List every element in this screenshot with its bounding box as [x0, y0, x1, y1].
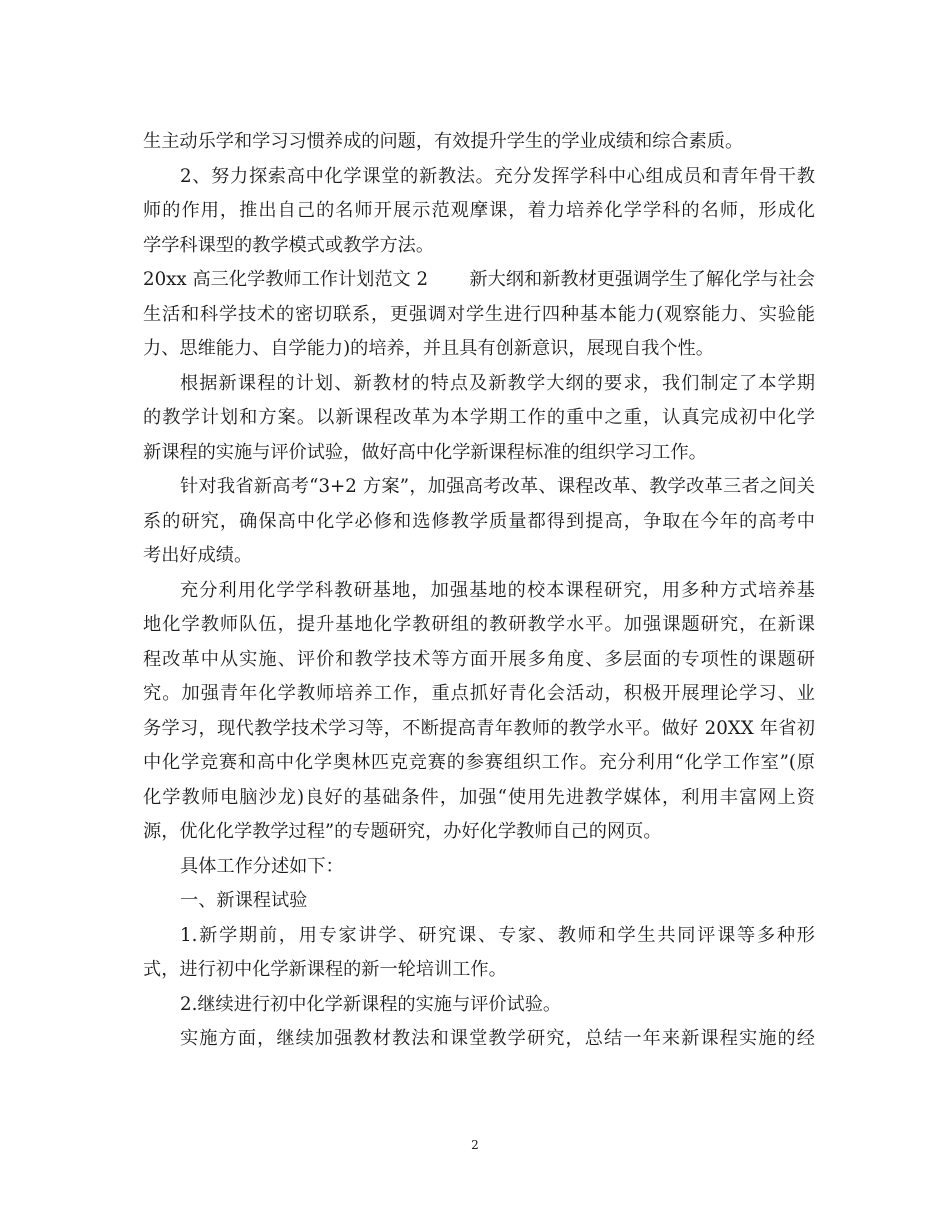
text-line: 2、努力探索高中化学课堂的新教法。充分发挥学科中心组成员和青年骨干教 [180, 165, 815, 187]
text-line: 针对我省新高考“3+2 方案”，加强高考改革、课程改革、教学改革三者之间关 [180, 476, 815, 497]
text-line: 1.新学期前，用专家讲学、研究课、专家、教师和学生共同评课等多种形 [180, 924, 815, 946]
text-line: 究。加强青年化学教师培养工作，重点抓好青化会活动，积极开展理论学习、业 [143, 683, 815, 704]
text-line: 源，优化化学教学过程”的专题研究，办好化学教师自己的网页。 [143, 821, 662, 842]
text-line: 地化学教师队伍，提升基地化学教研组的教研教学水平。加强课题研究，在新课 [143, 614, 815, 635]
text-line: 新课程的实施与评价试验，做好高中化学新课程标准的组织学习工作。 [143, 441, 707, 463]
text-line: 根据新课程的计划、新教材的特点及新教学大纲的要求，我们制定了本学期 [180, 372, 815, 394]
text-line: 考出好成绩。 [143, 545, 253, 566]
text-line: 学学科课型的教学模式或教学方法。 [143, 234, 435, 256]
page-number: 2 [471, 1138, 479, 1152]
text-line: 2.继续进行初中化学新课程的实施与评价试验。 [180, 993, 562, 1015]
subheading: 一、新课程试验 [180, 890, 308, 911]
text-line: 的教学计划和方案。以新课程改革为本学期工作的重中之重，认真完成初中化学 [143, 407, 815, 428]
text-line-continuation: 新大纲和新教材更强调学生了解化学与社会 [469, 269, 815, 290]
text-line: 具体工作分述如下： [180, 855, 344, 877]
document-body [143, 125, 815, 1057]
text-line: 生活和科学技术的密切联系，更强调对学生进行四种基本能力(观察能力、实验能 [143, 303, 815, 325]
section-heading: 20xx 高三化学教师工作计划范文 2 [143, 269, 429, 290]
text-line: 化学教师电脑沙龙)良好的基础条件，加强“使用先进教学媒体，利用丰富网上资 [143, 786, 815, 808]
text-line: 实施方面，继续加强教材教法和课堂教学研究，总结一年来新课程实施的经 [180, 1028, 815, 1049]
text-line: 务学习，现代教学技术学习等，不断提高青年教师的教学水平。做好 20XX 年省初 [143, 717, 815, 739]
text-line: 生主动乐学和学习习惯养成的问题，有效提升学生的学业成绩和综合素质。 [143, 131, 744, 152]
text-line: 中化学竞赛和高中化学奥林匹克竞赛的参赛组织工作。充分利用“化学工作室”(原 [143, 752, 815, 773]
text-line: 程改革中从实施、评价和教学技术等方面开展多角度、多层面的专项性的课题研 [143, 648, 815, 670]
text-line: 式，进行初中化学新课程的新一轮培训工作。 [143, 959, 507, 980]
section-heading-line [143, 263, 815, 298]
text-line: 充分利用化学学科教研基地，加强基地的校本课程研究，用多种方式培养基 [180, 579, 815, 601]
text-line: 师的作用，推出自己的名师开展示范观摩课，着力培养化学学科的名师，形成化 [143, 200, 815, 221]
text-line: 力、思维能力、自学能力)的培养，并且具有创新意识，展现自我个性。 [143, 338, 714, 359]
text-line: 系的研究，确保高中化学必修和选修教学质量都得到提高，争取在今年的高考中 [143, 510, 815, 532]
